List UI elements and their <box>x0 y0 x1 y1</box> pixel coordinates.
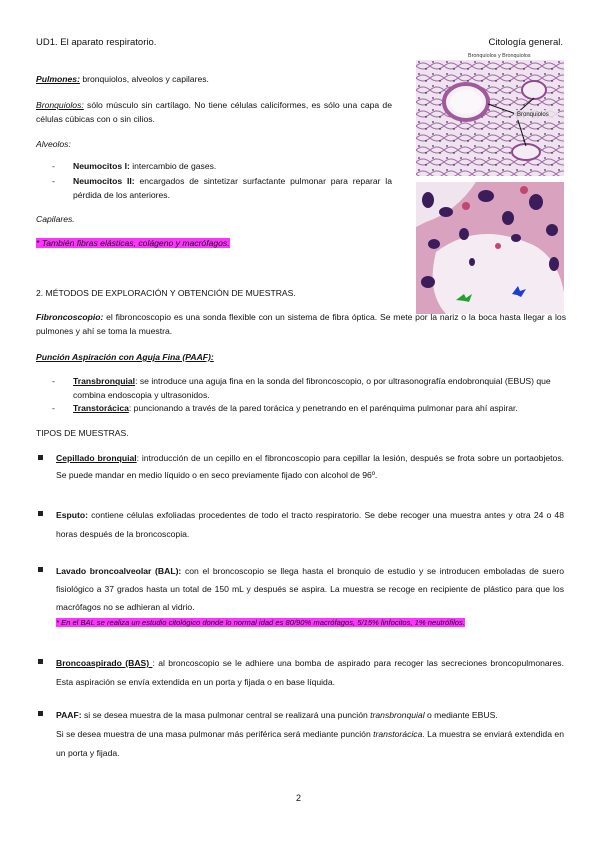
term-bronquiolos: Bronquiolos: <box>36 100 84 110</box>
histology-image-bronchiole <box>416 60 564 176</box>
capilares-note: * También fibras elásticas, colágeno y macrófagos. <box>36 238 230 248</box>
bullet-square <box>38 659 43 664</box>
paaf-title: Punción Aspiración con Aguja Fina (PAAF): <box>36 352 214 362</box>
paragraph-fibroncoscopio: Fibroncoscopio: el fibroncoscopio es una sonda flexible con un sistema de fibra óptica. Se mete por la nariz o la boca hasta llegar a los pulmones y ahí se toma la muestra. <box>36 312 566 336</box>
paragraph-esputo: Esputo: contiene células exfoliadas procedentes de todo el tracto respiratorio. Se debe recoger una muestra antes y otra 24 o 48 horas después de la broncoscopia. <box>56 510 564 539</box>
bal-note: * En el BAL se realiza un estudio citológico donde lo normal idad es 80/90% macrófagos, 5/15% linfocitos, 1% neutrófilos. <box>56 618 465 627</box>
paragraph-pulmones <box>36 72 392 86</box>
dash: - <box>52 376 55 386</box>
dash: - <box>52 176 55 186</box>
bullet-square <box>38 455 43 460</box>
paragraph-bas: Broncoaspirado (BAS) : al broncoscopio se le adhiere una bomba de aspirado para recoger las secreciones broncopulmonares. Esta aspiración se envía extendida en un porta y fijada o en base líquida. <box>56 658 564 687</box>
paragraph-cepillado: Cepillado bronquial: introducción de un cepillo en el fibroncoscopio para cepillar la lesión, después se frota sobre un portaobjetos. Se puede mandar en medio líquido o en seco previamente fijado con alcohol de 96º. <box>56 453 564 480</box>
image-caption: Bronquiolos y Bronquiolos <box>468 53 531 59</box>
bullet-square <box>38 567 43 572</box>
header-right: Citología general. <box>488 37 563 48</box>
bullet-square <box>38 711 43 716</box>
dash: - <box>52 403 55 413</box>
alveolos-title: Alveolos: <box>36 139 71 149</box>
paragraph-paaf: PAAF: si se desea muestra de la masa pulmonar central se realizará una punción transbronquial o mediante EBUS. Si se desea muestra de una masa pulmonar más periférica será mediante punción transtorácica. La muestra se enviará extendida en un porta y fijada. <box>56 710 564 758</box>
list-item-transbronquial: Transbronquial: se introduce una aguja fina en la sonda del fibroncoscopio, o por ultrasonografía endobronquial (EBUS) que combina endoscopia y ultrasonidos. <box>73 376 551 400</box>
dash: - <box>52 161 55 171</box>
paragraph-bronquiolos <box>36 98 392 126</box>
text-pulmones: bronquiolos, alveolos y capilares. <box>79 74 209 84</box>
capilares-title: Capilares. <box>36 214 75 224</box>
paragraph-bal: Lavado broncoalveolar (BAL): con el broncoscopio se llega hasta el bronquio de estudio y se introducen emboladas de suero fisiológico a 37 grados hasta un total de 150 mL y después se aspira. La muestra se recoge en recipiente de plástico para que los macrófagos no se adhieran al vidrio. <box>56 566 564 612</box>
page-number: 2 <box>296 793 302 803</box>
list-item-neumocitos-i: Neumocitos I: intercambio de gases. <box>73 161 217 171</box>
bullet-square <box>38 511 43 516</box>
section-title: 2. MÉTODOS DE EXPLORACIÓN Y OBTENCIÓN DE MUESTRAS. <box>36 288 296 298</box>
list-item-transtoracica: Transtorácica: puncionando a través de la pared torácica y penetrando en el parénquima pulmonar para ahí aspirar. <box>73 403 518 413</box>
term-pulmones: Pulmones: <box>36 74 80 84</box>
list-item-neumocitos-ii: Neumocitos II: encargados de sintetizar surfactante pulmonar para reparar la pérdida de los anteriores. <box>73 176 392 200</box>
tipos-title: TIPOS DE MUESTRAS. <box>36 428 129 438</box>
image-label-bronquiolos: Bronquiolos <box>517 112 549 118</box>
header-left: UD1. El aparato respiratorio. <box>36 37 157 48</box>
text-bronquiolos: sólo músculo sin cartílago. No tiene células caliciformes, es sólo una capa de células cúbicas con o sin cilios. <box>36 100 392 124</box>
